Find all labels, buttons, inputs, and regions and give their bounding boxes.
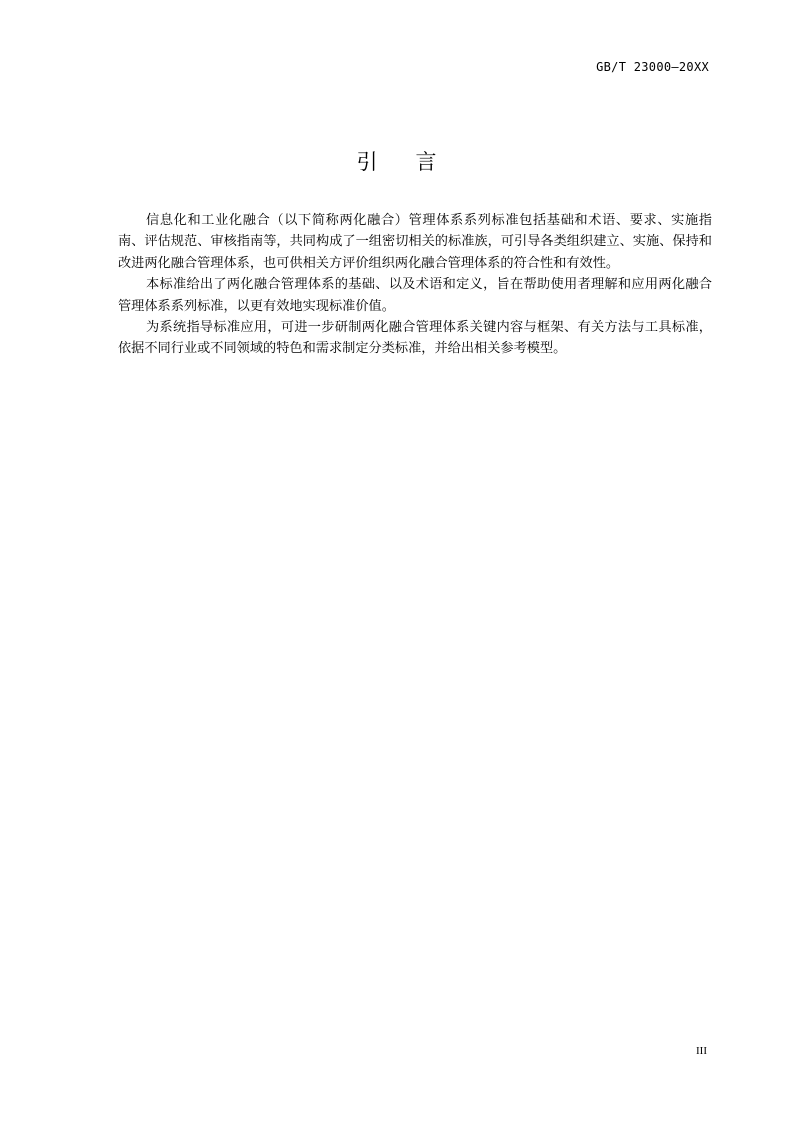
section-title: 引言 (356, 150, 475, 174)
paragraph-1: 信息化和工业化融合（以下简称两化融合）管理体系系列标准包括基础和术语、要求、实施指南、评估规范、审核指南等，共同构成了一组密切相关的标准族，可引导各类组织建立、实施、保持和改进两化融合管理体系，也可供相关方评价组织两化融合管理体系的符合性和有效性。 (118, 213, 712, 271)
standard-code: GB/T 23000—20XX (596, 60, 709, 74)
page-number: III (696, 1045, 707, 1057)
paragraph-3: 为系统指导标准应用，可进一步研制两化融合管理体系关键内容与框架、有关方法与工具标准，依据不同行业或不同领域的特色和需求制定分类标准，并给出相关参考模型。 (118, 320, 712, 357)
paragraph-2: 本标准给出了两化融合管理体系的基础、以及术语和定义，旨在帮助使用者理解和应用两化融合管理体系系列标准，以更有效地实现标准价值。 (118, 277, 712, 314)
introduction-body (118, 210, 712, 360)
